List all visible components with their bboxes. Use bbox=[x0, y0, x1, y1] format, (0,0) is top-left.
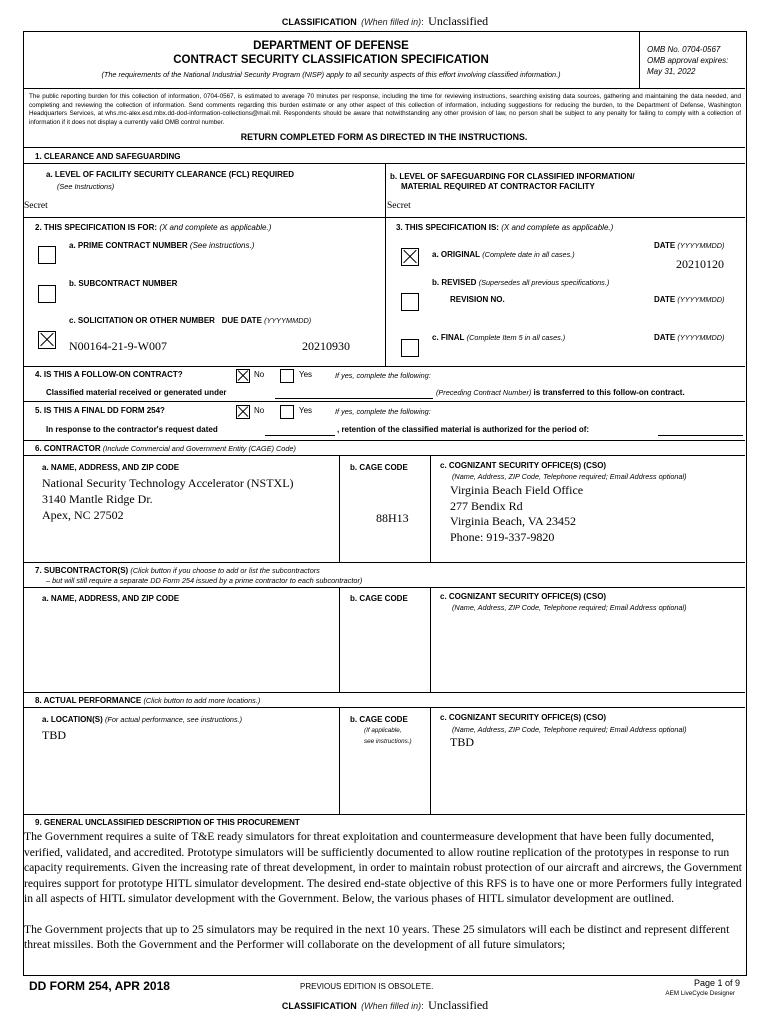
contractor-cso-field[interactable]: Virginia Beach Field Office 277 Bendix Rd Virginia Beach, VA 23452 Phone: 919-337-9820 bbox=[450, 483, 584, 544]
followon-no-checkbox[interactable] bbox=[236, 369, 250, 383]
dept-title: DEPARTMENT OF DEFENSE bbox=[253, 40, 409, 52]
s8b-label: b. CAGE CODE bbox=[350, 715, 408, 724]
s8-title: 8. ACTUAL PERFORMANCE (Click button to add more locations.) bbox=[35, 696, 261, 705]
s7b-label: b. CAGE CODE bbox=[350, 594, 408, 603]
s4-if-note: If yes, complete the following: bbox=[335, 371, 431, 380]
s6a-label: a. NAME, ADDRESS, AND ZIP CODE bbox=[42, 463, 180, 472]
solicitation-due-date-value[interactable]: 20210930 bbox=[302, 339, 350, 353]
final-checkbox[interactable] bbox=[401, 339, 419, 357]
s8c-note: (Name, Address, ZIP Code, Telephone required; Email Address optional) bbox=[452, 725, 687, 734]
final254-yes-checkbox[interactable] bbox=[280, 405, 294, 419]
s7-title: 7. SUBCONTRACTOR(S) (Click button if you choose to add or list the subcontractors bbox=[35, 566, 320, 575]
revised-checkbox[interactable] bbox=[401, 293, 419, 311]
preceding-contract-field[interactable] bbox=[275, 398, 433, 399]
bottom-classification: CLASSIFICATION (When filled in): Unclassified bbox=[281, 998, 489, 1012]
followon-no-label: No bbox=[254, 370, 265, 379]
final254-yes-label: Yes bbox=[299, 406, 313, 415]
s6c-label: c. COGNIZANT SECURITY OFFICE(S) (CSO) bbox=[440, 461, 607, 470]
request-date-field[interactable] bbox=[265, 435, 335, 436]
return-instructions: RETURN COMPLETED FORM AS DIRECTED IN THE INSTRUCTIONS. bbox=[240, 132, 528, 142]
safeguarding-level-value[interactable]: Secret bbox=[387, 201, 411, 211]
procurement-paragraph-2: The Government projects that up to 25 simulators may be required in the next 10 years. These 25 simulators will each be distinct and represent different threat missiles. Both the Government and the Performer will collaborate on the development of all future simulators; bbox=[24, 922, 730, 951]
s4-transfer: (Preceding Contract Number) is transferred to this follow-on contract. bbox=[436, 388, 685, 397]
form-title: CONTRACT SECURITY CLASSIFICATION SPECIFICATION bbox=[173, 54, 489, 66]
previous-edition-note: PREVIOUS EDITION IS OBSOLETE. bbox=[300, 982, 434, 991]
s8b-note-2: see instructions.) bbox=[364, 738, 412, 745]
contractor-street: 3140 Mantle Ridge Dr. bbox=[42, 492, 153, 506]
s7c-note: (Name, Address, ZIP Code, Telephone required; Email Address optional) bbox=[452, 603, 687, 612]
procurement-paragraph-1: The Government requires a suite of T&E ready simulators for threat exploitation and countermeasure development that have been fully documented, verified, validated, and accredited. Prototype simulators will be sufficiently documented to allow routine replication of the prototypes in response to run capacity requirements. Given the increasing rate of threat development, in order to maintain robust protection of our aircraft and aircrews, the Government requires support for prototype HITL simulator development. The desired end-state objective of this RFS is to have one or more Performers fully integrated in all aspects of HITL simulator development with the Government. Below, the various phases of HITL simulator development are outlined. bbox=[24, 830, 742, 905]
followon-yes-label: Yes bbox=[299, 370, 313, 379]
s3c-label: c. FINAL (Complete Item 5 in all cases.) bbox=[432, 333, 566, 342]
s1a-label: a. LEVEL OF FACILITY SECURITY CLEARANCE (FCL) REQUIRED bbox=[46, 170, 295, 179]
final254-no-checkbox[interactable] bbox=[236, 405, 250, 419]
revision-no-label: REVISION NO. bbox=[450, 295, 505, 304]
s5-question: 5. IS THIS A FINAL DD FORM 254? bbox=[35, 406, 165, 415]
classification-qualifier: (When filled in) bbox=[361, 17, 422, 27]
s2a-label: a. PRIME CONTRACT NUMBER (See instructions.) bbox=[69, 241, 255, 250]
s3-title: 3. THIS SPECIFICATION IS: (X and complete as applicable.) bbox=[396, 223, 614, 232]
s5-line-label: In response to the contractor's request dated bbox=[46, 425, 218, 434]
form-number: DD FORM 254, APR 2018 bbox=[29, 979, 170, 993]
s3a-label: a. ORIGINAL (Complete date in all cases.) bbox=[432, 250, 575, 259]
s7c-label: c. COGNIZANT SECURITY OFFICE(S) (CSO) bbox=[440, 592, 607, 601]
original-date-value[interactable]: 20210120 bbox=[676, 257, 724, 271]
original-checkbox[interactable] bbox=[401, 248, 419, 266]
solicitation-checkbox[interactable] bbox=[38, 331, 56, 349]
fcl-level-value[interactable]: Secret bbox=[24, 201, 48, 211]
s3b-label: b. REVISED (Supersedes all previous specifications.) bbox=[432, 278, 610, 287]
classification-value: Unclassified bbox=[428, 14, 489, 28]
s6-title: 6. CONTRACTOR (Include Commercial and Government Entity (CAGE) Code) bbox=[35, 444, 296, 453]
s1a-note: (See Instructions) bbox=[57, 182, 115, 191]
procurement-description-field[interactable] bbox=[24, 829, 742, 953]
designer-credit: AEM LiveCycle Designer bbox=[665, 990, 735, 997]
performance-location-value[interactable]: TBD bbox=[42, 728, 66, 742]
page-number: Page 1 of 9 bbox=[693, 978, 740, 988]
contractor-address-field[interactable] bbox=[42, 475, 294, 523]
s5-if-note: If yes, complete the following: bbox=[335, 407, 431, 416]
s8b-note-1: (If applicable, bbox=[364, 727, 402, 734]
s9-title: 9. GENERAL UNCLASSIFIED DESCRIPTION OF THIS PROCUREMENT bbox=[35, 818, 300, 827]
classification-label: CLASSIFICATION bbox=[281, 17, 357, 27]
s6c-note: (Name, Address, ZIP Code, Telephone required; Email Address optional) bbox=[452, 472, 687, 481]
followon-yes-checkbox[interactable] bbox=[280, 369, 294, 383]
form-subtitle: (The requirements of the National Industrial Security Program (NISP) apply to all security aspects of this effort involving classified information.) bbox=[101, 70, 561, 79]
contractor-cage-code[interactable]: 88H13 bbox=[376, 511, 409, 525]
subcontract-checkbox[interactable] bbox=[38, 285, 56, 303]
s1b-label-2: MATERIAL REQUIRED AT CONTRACTOR FACILITY bbox=[401, 182, 595, 191]
s7a-label: a. NAME, ADDRESS, AND ZIP CODE bbox=[42, 594, 180, 603]
s7-note2: – but will still require a separate DD Form 254 issued by a prime contractor to each subcontractor) bbox=[46, 576, 363, 585]
s3a-date-label: DATE (YYYYMMDD) bbox=[654, 241, 725, 250]
s4-line-label: Classified material received or generated under bbox=[46, 388, 227, 397]
s2b-label: b. SUBCONTRACT NUMBER bbox=[69, 279, 178, 288]
s5-retention-label: , retention of the classified material is authorized for the period of: bbox=[337, 425, 590, 434]
final254-no-label: No bbox=[254, 406, 265, 415]
s1-title: 1. CLEARANCE AND SAFEGUARDING bbox=[35, 152, 181, 161]
s4-question: 4. IS THIS A FOLLOW-ON CONTRACT? bbox=[35, 370, 183, 379]
s3b-date-label: DATE (YYYYMMDD) bbox=[654, 295, 725, 304]
retention-period-field[interactable] bbox=[658, 435, 743, 436]
s2c-label: c. SOLICITATION OR OTHER NUMBER DUE DATE (YYYYMMDD) bbox=[69, 316, 312, 325]
top-classification: CLASSIFICATION (When filled in): Unclassified bbox=[281, 14, 489, 28]
s6b-label: b. CAGE CODE bbox=[350, 463, 408, 472]
contractor-city: Apex, NC 27502 bbox=[42, 508, 124, 522]
s8c-label: c. COGNIZANT SECURITY OFFICE(S) (CSO) bbox=[440, 713, 607, 722]
burden-statement: The public reporting burden for this collection of information, 0704-0567, is estimated to average 70 minutes per response, including the time for reviewing instructions, searching existing data sources, gathering and maintaining the data needed, and completing and reviewing the collection of information. Send comments regarding this burden estimate or any other aspect of this collection of information, including suggestions for reducing the burden, to the Department of Defense, Washington Headquarters Services, at whs.mc-alex.esd.mbx.dd-dod-information-collections@mail.mil. Respondents should be aware that notwithstanding any other provision of law, no person shall be subject to any penalty for failing to comply with a collection of information if it does not display a currently valid OMB control number. bbox=[29, 93, 741, 126]
s8a-label: a. LOCATION(S) (For actual performance, see instructions.) bbox=[42, 715, 243, 724]
contractor-name: National Security Technology Accelerator (NSTXL) bbox=[42, 476, 294, 490]
omb-info: OMB No. 0704-0567 OMB approval expires: May 31, 2022 bbox=[647, 45, 729, 76]
s2-title: 2. THIS SPECIFICATION IS FOR: (X and complete as applicable.) bbox=[35, 223, 272, 232]
prime-contract-checkbox[interactable] bbox=[38, 246, 56, 264]
s1b-label: b. LEVEL OF SAFEGUARDING FOR CLASSIFIED INFORMATION/ bbox=[390, 172, 635, 181]
solicitation-number-value[interactable]: N00164-21-9-W007 bbox=[69, 339, 167, 353]
performance-cso-value[interactable]: TBD bbox=[450, 735, 474, 749]
s3c-date-label: DATE (YYYYMMDD) bbox=[654, 333, 725, 342]
